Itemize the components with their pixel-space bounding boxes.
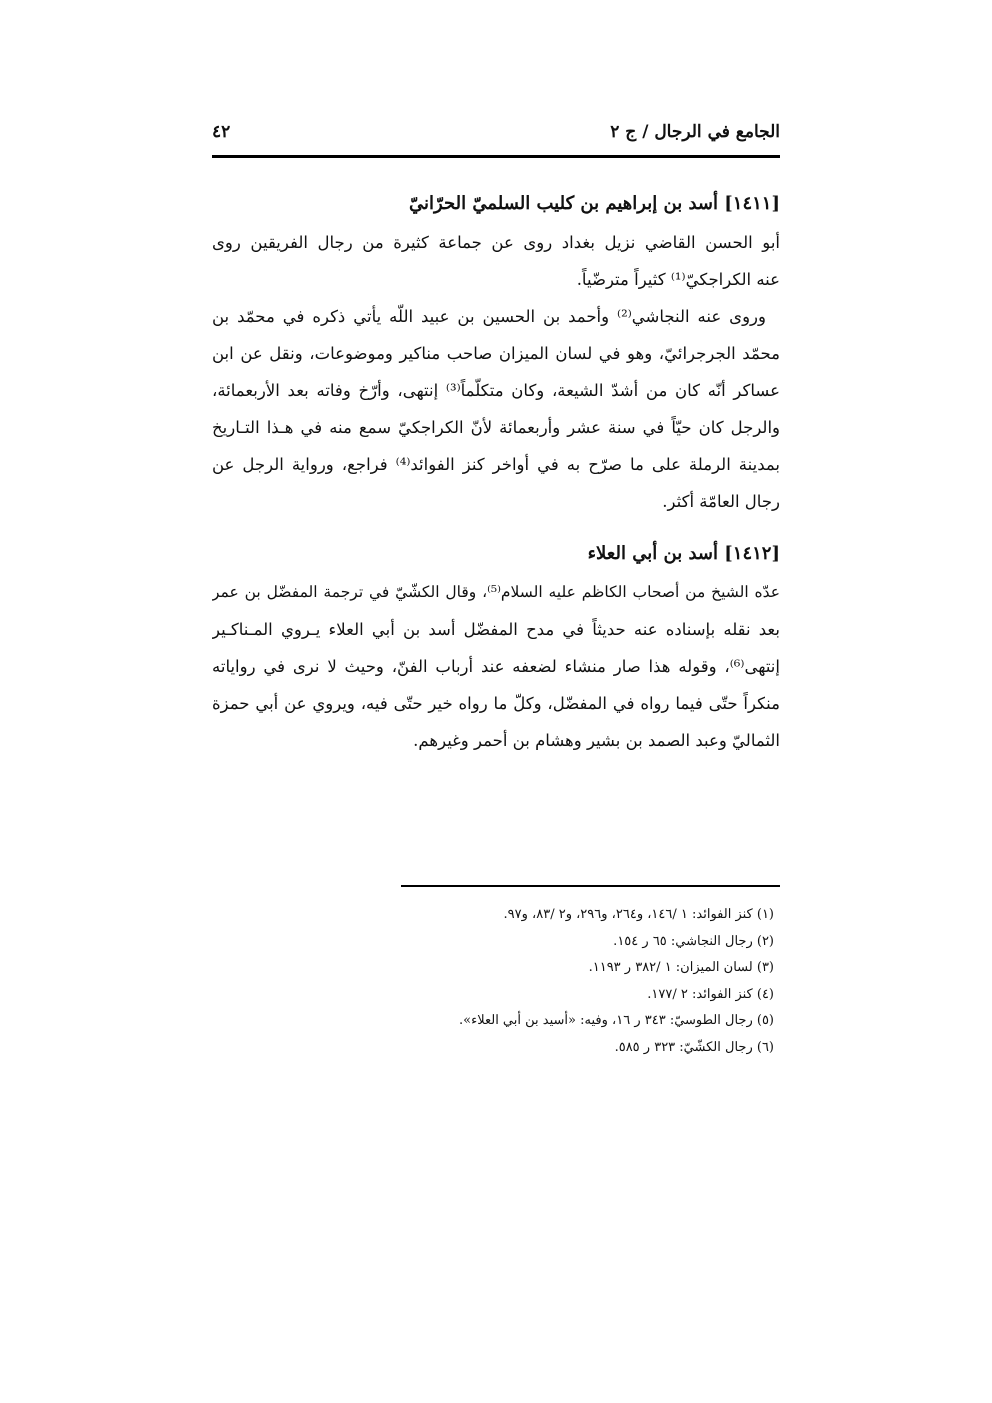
text-line: عساكر أنّه كان من أشدّ الشيعة، وكان متكلّماً⁽³⁾ إنتهى، وأرّخ وفاته بعد الأربعمائة، — [212, 381, 780, 400]
footnotes — [212, 902, 780, 1061]
text-line: أبو الحسن القاضي نزيل بغداد روى عن جماعة كثيرة من رجال الفريقين روى — [212, 233, 780, 252]
text-line: بعد نقله بإسناده عنه حديثاً في مدح المفضّل أسد بن أبي العلاء يـروي المـناكـير — [212, 620, 780, 639]
header-rule — [212, 155, 780, 158]
footnote: (٥) رجال الطوسيّ: ٣٤٣ ر ١٦، وفيه: «أسيد بن أبي العلاء». — [459, 1013, 774, 1028]
text-line: والرجل كان حيّاً في سنة عشر وأربعمائة لأنّ الكراجكيّ سمع منه في هـذا التـاريخ — [212, 418, 780, 437]
text-line: عدّه الشيخ من أصحاب الكاظم عليه السلام⁽⁵⁾، وقال الكشّيّ في ترجمة المفضّل بن عمر — [212, 583, 780, 601]
text-line: وروى عنه النجاشي⁽²⁾ وأحمد بن الحسين بن عبيد اللّه يأتي ذكره في محمّد بن — [212, 307, 766, 326]
main-text — [212, 186, 780, 759]
footnote: (٣) لسان الميزان: ١ /٣٨٢ ر ١١٩٣. — [588, 960, 774, 975]
text-line: عنه الكراجكيّ⁽¹⁾ كثيراً مترضّياً. — [576, 270, 780, 289]
footnote: (٦) رجال الكشّيّ: ٣٢٣ ر ٥٨٥. — [614, 1039, 774, 1055]
text-line: محمّد الجرجرائيّ، وهو في لسان الميزان صاحب مناكير وموضوعات، ونقل عن ابن — [212, 344, 780, 363]
running-title: الجامع في الرجال / ج ٢ — [610, 122, 780, 142]
text-line: منكراً حتّى فيما رواه في المفضّل، وكلّ ما رواه خير حتّى فيه، ويروي عن أبي حمزة — [212, 694, 780, 713]
entry-title: [١٤١٢] أسد بن أبي العلاء — [587, 543, 780, 564]
page-number: ٤٢ — [212, 122, 231, 142]
entry-1412 — [212, 536, 780, 759]
footnote: (٢) رجال النجاشي: ٦٥ ر ١٥٤. — [613, 933, 774, 949]
entry-title: [١٤١١] أسد بن إبراهيم بن كليب السلميّ الحرّانيّ — [409, 193, 780, 214]
entry-gap — [212, 520, 780, 536]
text-line: إنتهى⁽⁶⁾، وقوله هذا صار منشاء لضعفه عند أرباب الفنّ، وحيث لا نرى في رواياته — [212, 657, 780, 676]
text-line: بمدينة الرملة على ما صرّح به في أواخر كنز الفوائد⁽⁴⁾ فراجع، ورواية الرجل عن — [212, 455, 780, 474]
footnote: (١) كنز الفوائد: ١ /١٤٦، و٢٦٤، و٢٩٦، و٢ /٨٣، و٩٧. — [503, 907, 774, 922]
text-line: رجال العامّة أكثر. — [662, 492, 780, 511]
footnote-rule — [401, 885, 780, 887]
text-line: الثماليّ وعبد الصمد بن بشير وهشام بن أحمر وغيرهم. — [413, 731, 780, 750]
footnote: (٤) كنز الفوائد: ٢ /١٧٧. — [647, 986, 774, 1002]
running-header — [212, 122, 780, 150]
entry-1411 — [212, 186, 780, 520]
